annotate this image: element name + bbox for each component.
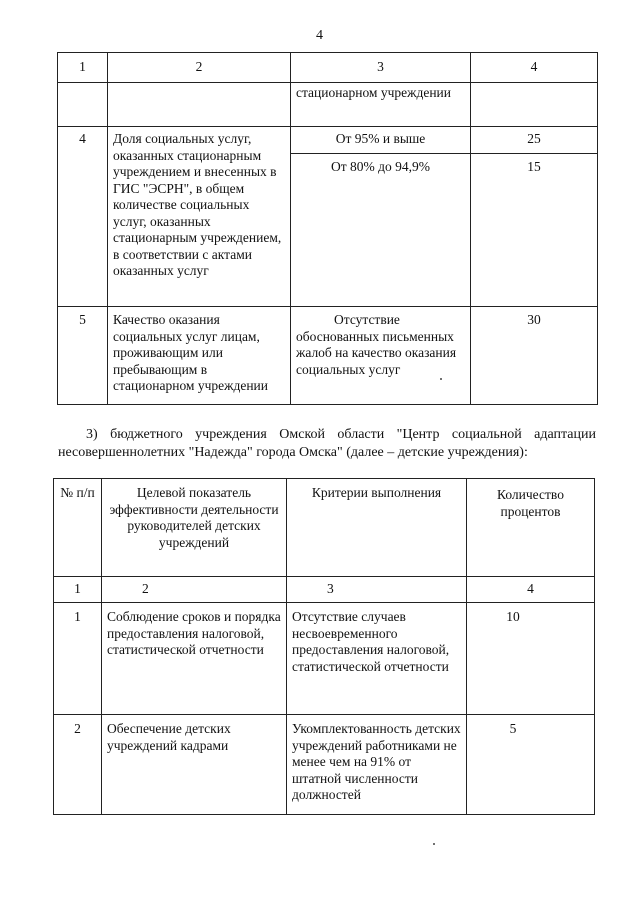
table-numbering-row bbox=[54, 577, 595, 603]
scan-speck bbox=[440, 378, 442, 380]
criteria-cell bbox=[291, 127, 471, 307]
cell bbox=[58, 83, 108, 127]
indicator-cell: Качество оказания социальных услуг лицам, проживающим или пребывающим в стационарном учреждении bbox=[108, 307, 291, 405]
row-number: 2 bbox=[54, 715, 102, 815]
table-2 bbox=[53, 478, 595, 815]
table-header-row bbox=[58, 53, 598, 83]
header-cell: 4 bbox=[471, 53, 598, 83]
table-1 bbox=[57, 52, 598, 405]
scan-speck bbox=[433, 843, 435, 845]
paragraph-text: 3) бюджетного учреждения Омской области "Центр социальной адаптации несовершеннолетних "Надежда" города Омска" (далее – детские учреждения): bbox=[58, 427, 596, 460]
row-number: 4 bbox=[58, 127, 108, 307]
cell bbox=[471, 83, 598, 127]
header-cell: 1 bbox=[58, 53, 108, 83]
section-paragraph bbox=[58, 426, 596, 462]
percent-value: 15 bbox=[471, 153, 597, 181]
header-cell-indicator: Целевой показатель эффективности деятельности руководителей детских учреждений bbox=[102, 479, 287, 577]
header-cell-criteria: Критерии выполнения bbox=[287, 479, 467, 577]
header-cell-percent: Количество процентов bbox=[467, 479, 595, 577]
criteria-cell: стационарном учреждении bbox=[291, 83, 471, 127]
criteria-cell: Отсутствие случаев несвоевременного предоставления налоговой, статистической отчетности bbox=[287, 603, 467, 715]
table-row bbox=[58, 127, 598, 307]
criteria-option: От 80% до 94,9% bbox=[291, 153, 470, 181]
header-cell-number: № п/п bbox=[54, 479, 102, 577]
numbering-cell: 4 bbox=[467, 577, 595, 603]
table-row bbox=[54, 715, 595, 815]
numbering-cell: 1 bbox=[54, 577, 102, 603]
header-cell: 2 bbox=[108, 53, 291, 83]
cell bbox=[108, 83, 291, 127]
indicator-cell: Соблюдение сроков и порядка предоставления налоговой, статистической отчетности bbox=[102, 603, 287, 715]
criteria-cell: Укомплектованность детских учреждений работниками не менее чем на 91% от штатной численности должностей bbox=[287, 715, 467, 815]
percent-value: 25 bbox=[527, 131, 541, 146]
numbering-cell: 2 bbox=[102, 577, 287, 603]
page-number: 4 bbox=[316, 28, 323, 43]
criteria-option: От 95% и выше bbox=[335, 131, 426, 146]
numbering-cell: 3 bbox=[287, 577, 467, 603]
percent-cell: 5 bbox=[467, 715, 595, 815]
percent-cell: 10 bbox=[467, 603, 595, 715]
criteria-cell: Отсутствие обоснованных письменных жалоб на качество оказания социальных услуг bbox=[291, 307, 471, 405]
indicator-cell: Доля социальных услуг, оказанных стационарным учреждением и внесенных в ГИС "ЭСРН", в общем количестве социальных услуг, оказанных стационарным учреждением, в соответствии с актами оказанных услуг bbox=[108, 127, 291, 307]
row-number: 1 bbox=[54, 603, 102, 715]
row-number: 5 bbox=[58, 307, 108, 405]
percent-cell: 30 bbox=[471, 307, 598, 405]
table-row bbox=[58, 307, 598, 405]
table-row bbox=[54, 603, 595, 715]
indicator-cell: Обеспечение детских учреждений кадрами bbox=[102, 715, 287, 815]
table-header-row bbox=[54, 479, 595, 577]
percent-cell bbox=[471, 127, 598, 307]
header-cell: 3 bbox=[291, 53, 471, 83]
table-row bbox=[58, 83, 598, 127]
